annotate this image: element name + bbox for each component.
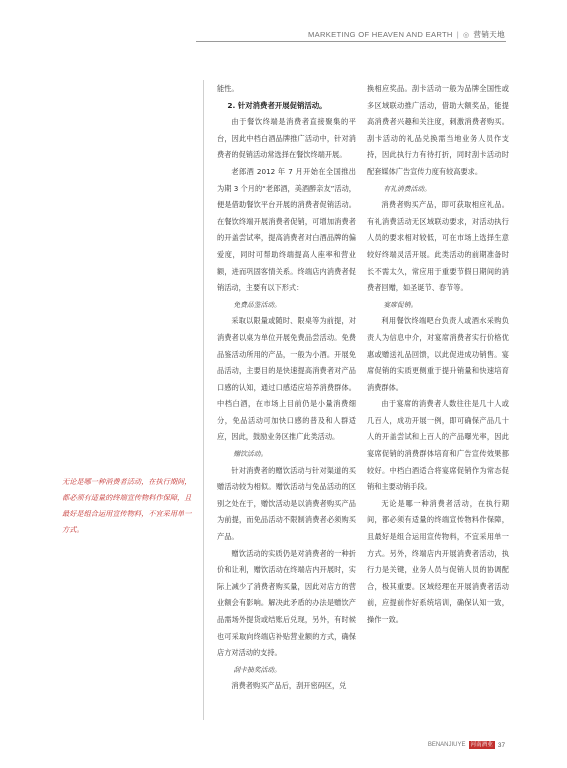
paragraph: 能性。: [217, 84, 239, 93]
section-name: 营销天地: [473, 30, 505, 39]
magazine-section-title: MARKETING OF HEAVEN AND EARTH: [308, 30, 453, 39]
paragraph: 老郎酒 2012 年 7 月开始在全国推出为期 3 个月的“老郎酒，美酒醉亲友”活动，便是借助餐饮平台开展的消费者促销活动。在餐饮终端开展消费者促销，可增加消费者的开盖尝试率，提高消费者对白酒品牌的偏爱度，同时可帮助终端提高人座率和营业额，进而巩固客情关系。终端店内消费者促销活动，主要有以下形式：: [217, 166, 356, 293]
column-divider: [203, 80, 204, 720]
magazine-name: BENANJIUYE: [427, 742, 466, 748]
subheading: 有礼消费活动。: [383, 184, 431, 193]
pull-quote: 无论是哪一种消费者活动，在执行期间，都必须有适量的终端宣传物料作保障，且最好是组合运用宣传物料，不宜采用单一方式。: [62, 477, 192, 534]
running-header: [308, 29, 505, 40]
paragraph: 利用餐饮终端吧台负责人或酒水采购负责人为信息中介，对宴席消费者实行价格优惠或赠送礼品回馈，以此促进成功销售。宴席促销的实质更侧重于提升销量和快速培育消费群体。: [367, 316, 509, 392]
magazine-badge: 河南酒业: [470, 742, 493, 748]
paragraph: 消费者购买产品后，刮开密码区，兑: [231, 681, 347, 691]
article-column-left: [217, 81, 356, 695]
page-footer: [428, 741, 505, 749]
target-icon: ◎: [463, 31, 470, 39]
paragraph: 无论是哪一种消费者活动，在执行期间，都必须有适量的终端宣传物料作保障，且最好是组合运用宣传物料，不宜采用单一方式。另外，终端店内开展消费者活动，执行力是关键，业务人员与促销人员的协调配合，极其重要。区域经理在开展消费者活动前，应提前作好系统培训，确保认知一致，操作一致。: [367, 498, 509, 624]
section-heading: 2. 针对消费者开展促销活动。: [227, 100, 327, 110]
subheading: 赠饮活动。: [233, 450, 268, 459]
subheading: 刮卡抽奖活动。: [233, 665, 281, 674]
paragraph: 换相应奖品。刮卡活动一般为品牌全国性或多区域联动推广活动，借助大额奖品，能提高消费者兴趣和关注度，刺激消费者购买。刮卡活动的礼品兑换需当地业务人员作支持，因此执行力有待打折，同时刮卡活动时配套媒体广告宣传力度有较高要求。: [367, 84, 509, 176]
page-number: 37: [497, 741, 505, 749]
paragraph: 消费者购买产品，即可获取相应礼品。有礼消费活动无区域联动要求，对活动执行人员的要求相对较低，可在市场上选择生意较好终端灵活开展。此类活动的前期准备时长不需太久，常应用于重要节假日期间的消费者回赠，如圣诞节、春节等。: [367, 200, 509, 293]
header-separator: |: [456, 30, 459, 39]
header-rule: [196, 41, 506, 42]
paragraph: 由于宴席的消费者人数往往是几十人或几百人，成功开展一例，即可确保产品几十人的开盖尝试和上百人的产品曝光率，因此宴席促销的消费群体培育和广告宣传效果都较好。中档白酒适合将宴席促销作为常态促销和主要动销手段。: [367, 399, 509, 492]
subheading: 免费品鉴活动。: [233, 300, 281, 309]
article-column-right: [367, 81, 509, 629]
subheading: 宴席促销。: [383, 300, 418, 309]
paragraph: 赠饮活动的实质仍是对消费者的一种折价和让利，赠饮活动在终端店内开展时，实际上减少了消费者购买量，因此对店方的营业额会有影响。解决此矛盾的办法是赠饮产品需场外提货或结账后兑现，另外，有时候也可采取向终端店补贴营业额的方式，确保店方对活动的支持。: [217, 548, 356, 658]
paragraph: 采取以限量或随时、限桌等为前提，对消费者以桌为单位开展免费品尝活动。免费品鉴活动所用的产品，一般为小酒。开展免品活动，主要目的是快速提高消费者对产品口感的认知，通过口感适应培养消费群体。中档白酒，在市场上目前仍是小量消费细分，免品活动可加快口感的普及和人群适应，因此，鼓励业务区推广此类活动。: [217, 316, 356, 442]
paragraph: 针对消费者的赠饮活动与针对渠道的买赠活动较为相似。赠饮活动与免品活动的区别之处在于，赠饮活动是以消费者购买产品为前提，而免品活动不限制消费者必须购买产品。: [217, 465, 356, 542]
paragraph: 由于餐饮终端是消费者直接聚集的平台，因此中档白酒品牌推广活动中，针对消费者的促销活动常选择在餐饮终端开展。: [217, 117, 356, 160]
